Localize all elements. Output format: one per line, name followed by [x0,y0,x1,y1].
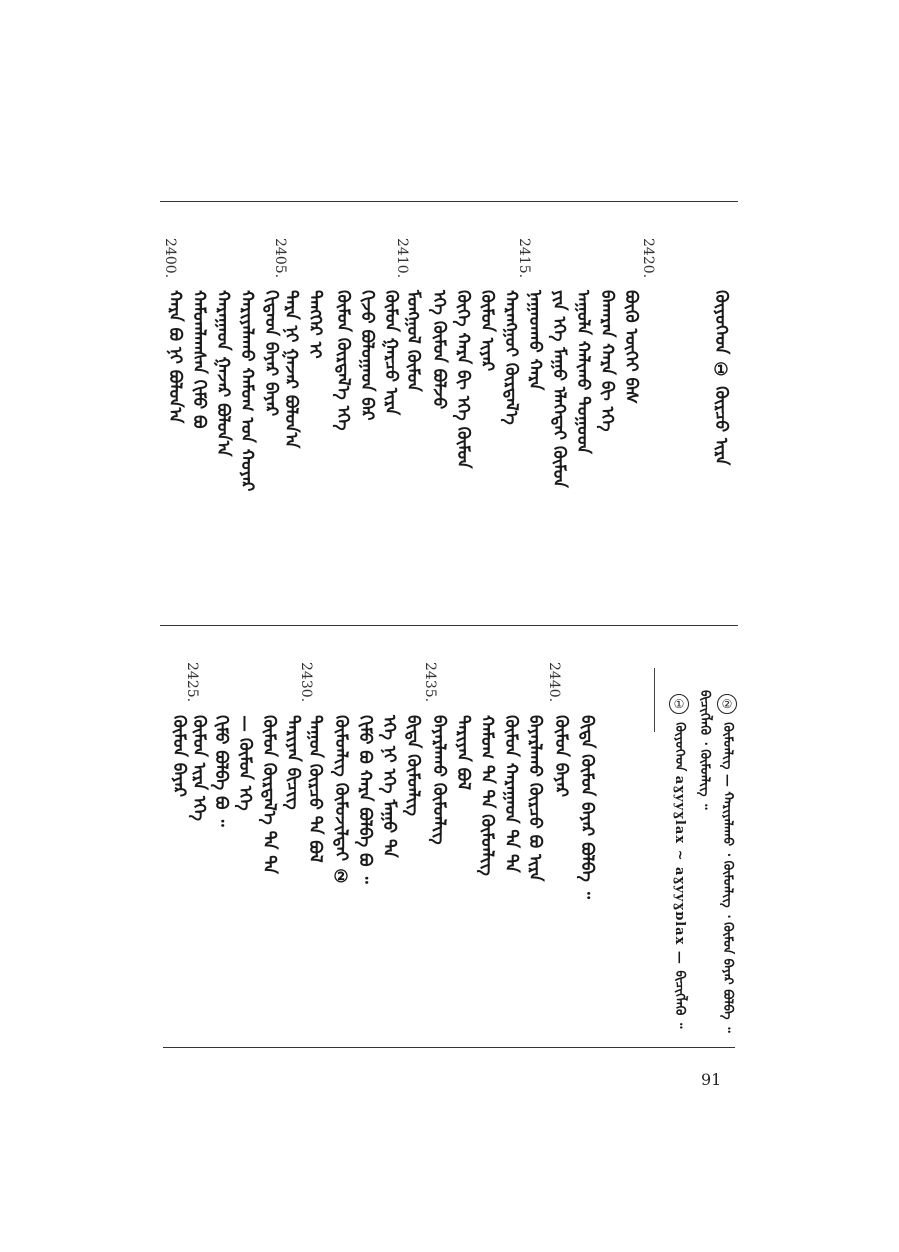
page-number: 91 [701,1070,722,1089]
line-number: 2425. [184,662,200,703]
footnote-1 [668,690,691,1028]
verse-line: ᠲᠡᠩᠭᠡᠷ ᠢ [305,290,325,359]
verse-line: ᠪᠠᠶᠠᠷᠯᠠᠬᠤ ᠬᠦᠷᠴᠦ ᠪᠣ ᠢᠷᠡ [525,715,545,882]
verse-line: ᠪᠠᠶᠠᠷᠯᠠᠬᠤ ᠬᠦᠮᠦᠨᠯᠢᠭ [429,715,449,845]
verse-line: ᠪᠠᠬᠠᠷᠠᠨ ᠬᠠᠷᠠ ᠪᠢ ᠡᠭᠡ [597,290,617,432]
verse-line: ᠡᠭᠡ ᠬᠦᠮᠦᠨ ᠪᠣᠯᠵᠣ [429,290,449,410]
verse-line: ᠬᠦᠮᠦᠨ ᠬᠠᠷᠠᠭᠠᠳ ᠲᠠ ᠲᠠ [501,715,521,873]
line-number: 2405. [272,238,288,279]
line-number: 2415. [516,238,532,279]
verse-line: ᠲᠠᠷᠢᠶᠠᠨ ᠪᠣᠯ [453,715,473,791]
bottom-rule [163,1047,735,1048]
verse-line: ᠬᠠᠷᠠᠩᠭᠤᠢ ᠬᠦᠷᠲᠡᠯ᠎ᠡ [501,290,521,425]
verse-line: — ᠬᠦᠮᠦᠨ ᠡᠭᠡ [235,715,255,811]
verse-line: ᠬᠦᠮᠦᠨ ᠪᠠᠶᠠᠷ [169,715,189,797]
verse-line: ᠨᠠᠭᠠᠳᠬᠤ ᠬᠠᠷᠠ [525,290,545,391]
verse-line: ᠲᠡᠷᠡ ᠨᠢ ᠭᠠᠵᠠᠷ ᠪᠣᠯᠣᠨ᠎ᠠ [281,290,301,449]
verse-line: ᠪᠦᠭᠦ ᠦᠭᠡᠢ ᠪᠠᠰ [621,290,641,404]
verse-line: ᠬᠠᠷᠢᠶᠠᠯᠠᠬᠤ ᠬᠠᠮᠤᠭ ᠤᠨ ᠬᠣᠶᠠᠷ [237,290,257,492]
verse-line: ᠲᠠᠷᠢᠶᠠᠨ ᠪᠢᠴᠢᠭ [283,715,303,810]
line-number: 2430. [298,662,314,703]
footnote-text: ᠪᠢᠴᠢᠭᠯᠡᠬᠦ ᠂ ᠬᠦᠮᠦᠨᠯᠢᠭ ᠃ [697,690,712,810]
verse-line: ᠬᠦᠮᠦᠨ ᠢᠶᠡᠷ [477,290,497,372]
middle-rule [160,625,738,626]
verse-line: ᠬᠦᠮᠦᠨ ᠢᠷᠡ ᠡᠭᠡ [189,715,209,821]
verse-line: ᠬᠦᠮᠦᠨᠯᠢᠭ ᠬᠦᠮᠦᠵᠢᠯᠲᠡᠢ ② [331,715,351,887]
verse-line: ᠬᠠᠷᠠᠭᠠᠳ ᠭᠠᠵᠠᠷ ᠪᠣᠯᠣᠨ᠎ᠠ [213,290,233,457]
verse-line: ᠬᠢᠮᠤ ᠪᠣ ᠬᠠᠷᠠ ᠪᠣᠯᠪᠠ ᠪᠣ ᠃ [355,715,375,884]
line-number: 2400. [162,238,178,279]
verse-line: ᠬᠢᠮᠤ ᠪᠣᠯᠪᠠ ᠪᠣ ᠃ [211,715,231,827]
footnote-marker: ② [717,694,737,714]
verse-line: ᠬᠠᠮᠤᠭ ᠲᠠ ᠲᠠ ᠬᠦᠮᠦᠨᠯᠢᠭ [477,715,497,876]
verse-line: ᠬᠠᠷᠠ ᠪᠣ ᠨᠢ ᠪᠣᠯᠣᠨ᠎ᠠ [165,290,185,424]
verse-line: ᠬᠦᠮᠦᠨ ᠪᠠᠶᠠᠷ [551,715,571,797]
footnote-text: ᠭᠦᠶᠦᠭᠡᠳ aɣyyɣlax ~ aɣyyɣɒlax — ᠪᠢᠴᠢᠭᠯᠡᠬᠦ ᠃ [672,722,687,1029]
footnote-separator [654,668,655,732]
footnote-marker: ① [669,694,689,714]
line-number: 2420. [640,238,656,279]
verse-line: ᠪᠢᠳᠡ ᠬᠦᠮᠦᠨᠯᠢᠭ [403,715,423,816]
verse-line: ᠬᠦᠬᠡ ᠬᠠᠷᠠ ᠪᠢ ᠡᠭᠡ ᠬᠦᠮᠦᠨ [453,290,473,469]
line-number: 2410. [394,238,410,279]
verse-line: ᠬᠢᠵᠦ ᠪᠣᠯᠤᠭᠠᠳ ᠪᠠᠷ [357,290,377,421]
line-number: 2435. [422,662,438,703]
footnote-2 [716,690,739,1033]
verse-line: ᠬᠦᠮᠦᠨ ᠭᠠᠷᠴᠤ ᠢᠷᠡ [381,290,401,416]
verse-line: ᠬᠢᠳᠠᠳ ᠪᠠᠶᠠᠷ ᠪᠠᠶᠠᠷ [261,290,281,417]
verse-line: ᠭᠦᠶᠦᠭᠡᠳ ① ᠬᠦᠷᠴᠦ ᠢᠷᠡ [711,290,731,466]
footnote-2-continuation [693,690,716,810]
verse-line: ᠶᠢᠨ ᠡᠭᠡ ᠮᠠᠭᠤ ᠡᠯᠡᠬᠡᠲᠡᠢ ᠬᠦᠮᠦᠨ [549,290,569,488]
top-rule [160,201,738,202]
line-number: 2440. [546,662,562,703]
verse-line: ᠬᠦᠮᠦᠨ ᠬᠦᠷᠲᠡᠯ᠎ᠡ ᠲᠠ ᠲᠠ [259,715,279,874]
verse-line: ᠳᠠᠭᠤᠨ ᠬᠦᠷᠴᠦ ᠲᠠ ᠪᠣᠯ [305,715,325,863]
verse-line: ᠪᠢᠳᠡ ᠬᠦᠮᠦᠨ ᠪᠠᠶᠠᠷ ᠪᠣᠯᠪᠠ ᠃ [577,715,597,899]
verse-line: ᠬᠦᠮᠦᠨ ᠬᠦᠷᠲᠡᠯ᠎ᠡ ᠡᠭᠡ [333,290,353,431]
verse-line: ᠬᠠᠮᠤᠭᠯᠠᠭᠰᠠᠨ ᠬᠢᠮᠤ ᠪᠣ [189,290,209,429]
verse-line: ᠠᠭᠤᠯᠠ ᠬᠠᠯᠢᠬᠤ ᠳᠤᠭᠤᠳ [573,290,593,454]
verse-line: ᠡᠭᠡ ᠨᠢ ᠡᠭᠡ ᠮᠠᠭᠤ ᠲᠠ [379,715,399,858]
verse-line: ᠮᠣᠩᠭᠣᠯ ᠬᠦᠮᠦᠨ [403,290,423,392]
footnote-text: ᠬᠦᠮᠦᠨᠯᠢᠭ — ᠬᠠᠷᠢᠶᠠᠯᠠᠬᠤ ᠂ ᠬᠦᠮᠦᠨᠯᠢᠭ ᠂ ᠬᠦᠮᠦᠨ ᠪᠠᠶᠠᠷ ᠪᠣᠯᠪᠠ ᠃ [720,722,735,1033]
